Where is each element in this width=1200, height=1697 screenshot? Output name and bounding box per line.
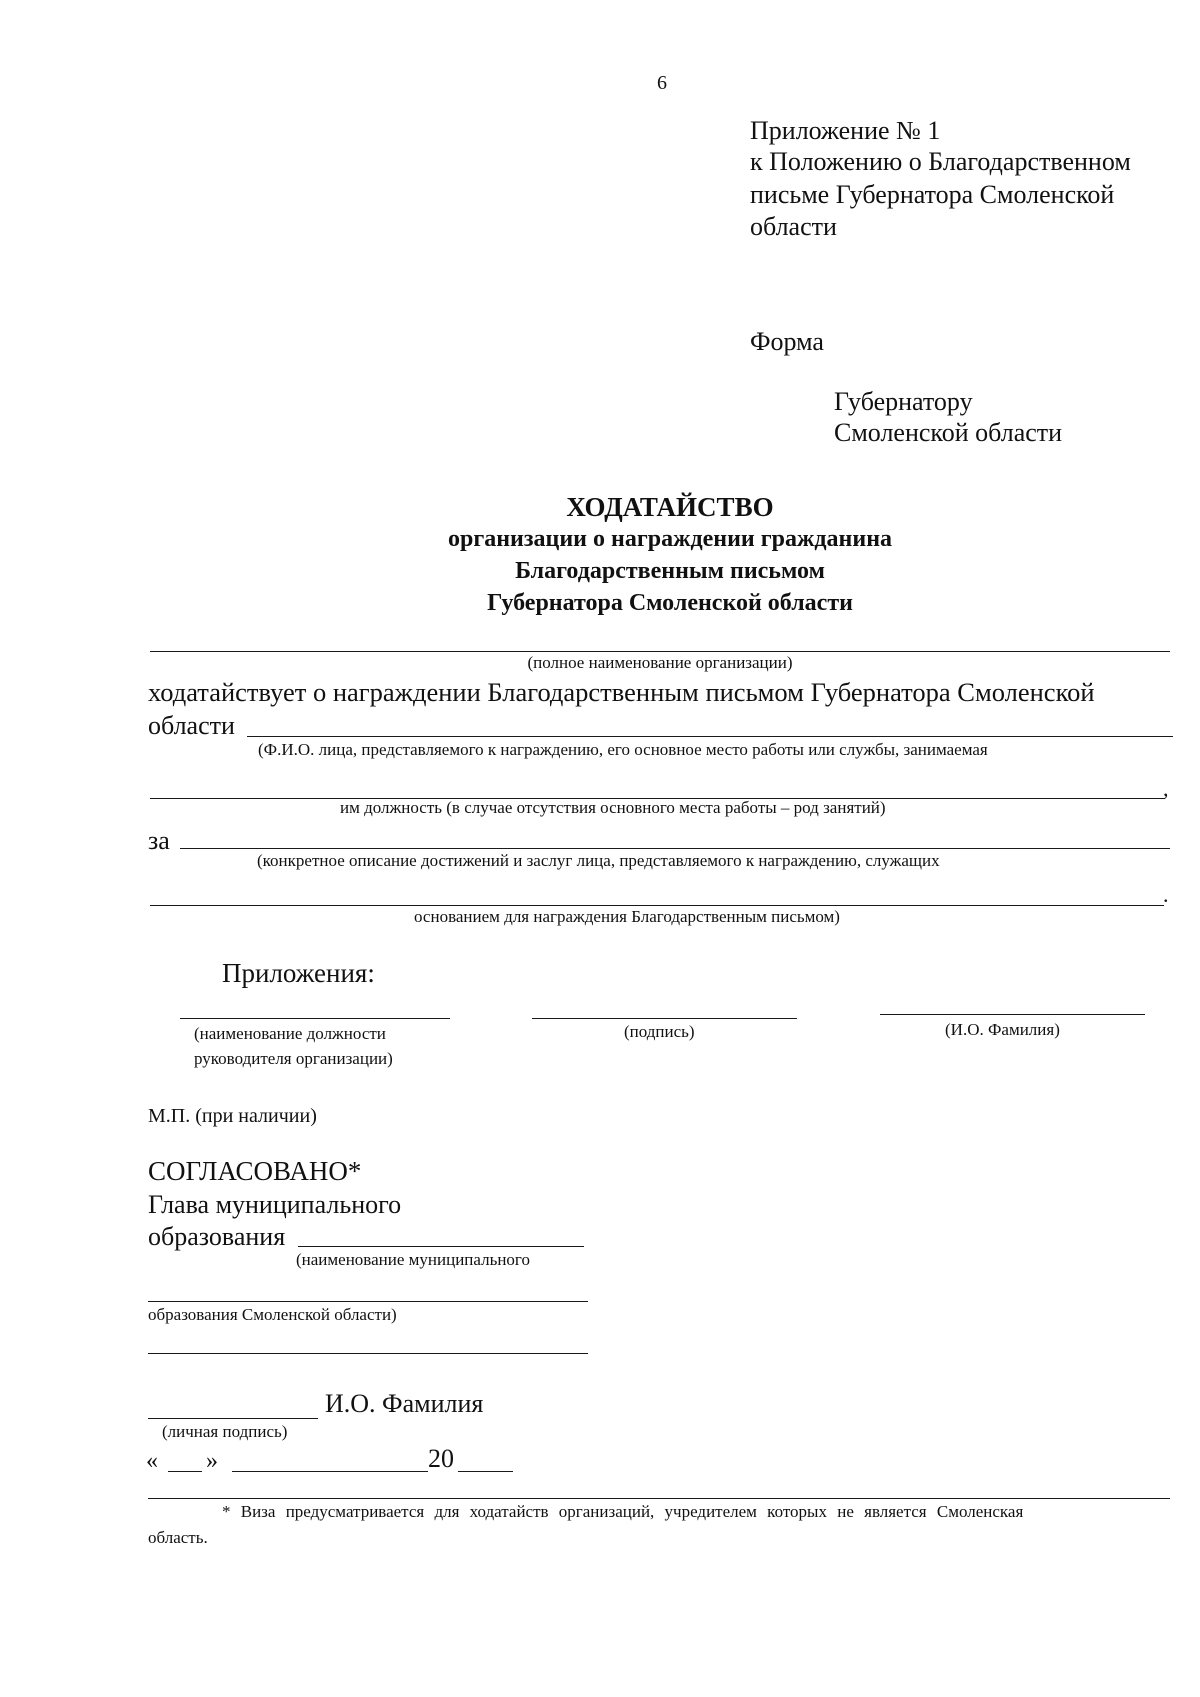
- appendix-line-3: письме Губернатора Смоленской: [750, 180, 1115, 209]
- appendix-line-2: к Положению о Благодарственном: [750, 147, 1131, 176]
- year-prefix: 20: [428, 1444, 454, 1473]
- footnote-separator: [148, 1498, 1170, 1499]
- title-line-2: организации о награждении гражданина: [447, 526, 893, 552]
- personal-signature-caption: (личная подпись): [162, 1422, 288, 1441]
- date-day-line: [168, 1471, 202, 1472]
- title-line-3: Благодарственным письмом: [515, 558, 825, 584]
- page-number: 6: [657, 72, 667, 94]
- signature-line: [532, 1018, 797, 1019]
- stamp-text: М.П. (при наличии): [148, 1105, 317, 1127]
- footnote-line-2: область.: [148, 1528, 208, 1547]
- za-word: за: [148, 826, 170, 855]
- extra-line: [148, 1353, 588, 1354]
- date-open-quote: «: [146, 1448, 158, 1474]
- merits-caption-1: (конкретное описание достижений и заслуг лица, представляемого к награждению, служащих: [257, 851, 940, 870]
- signature-caption: (подпись): [624, 1022, 695, 1041]
- attachments-label: Приложения:: [222, 958, 375, 988]
- agreed-line-1: Глава муниципального: [148, 1190, 402, 1219]
- person-line: [247, 736, 1173, 737]
- date-month-line: [232, 1471, 428, 1472]
- person-caption-1: (Ф.И.О. лица, представляемого к награждению, его основное место работы или службы, занимаемая: [258, 740, 988, 759]
- municipality-caption-2: образования Смоленской области): [148, 1305, 397, 1324]
- title-line-4: Губернатора Смоленской области: [487, 590, 853, 616]
- organization-caption: (полное наименование организации): [527, 653, 793, 672]
- name-line: [880, 1014, 1145, 1015]
- person-caption-2: им должность (в случае отсутствия основного места работы – род занятий): [340, 798, 886, 817]
- merits-caption-2: основанием для награждения Благодарственным письмом): [414, 907, 840, 926]
- addressee-line-2: Смоленской области: [834, 418, 1063, 447]
- period-mark: .: [1163, 882, 1169, 907]
- agreed-name: И.О. Фамилия: [325, 1389, 484, 1418]
- name-caption: (И.О. Фамилия): [945, 1020, 1060, 1039]
- date-close-quote: »: [206, 1448, 218, 1474]
- petition-text: ходатайствует о награждении Благодарственным письмом Губернатора Смоленской: [148, 677, 1095, 707]
- form-label: Форма: [750, 327, 824, 356]
- position-signature-line: [180, 1018, 450, 1019]
- region-word: области: [148, 711, 235, 740]
- comma-mark: ,: [1163, 776, 1169, 801]
- municipality-caption-1: (наименование муниципального: [296, 1250, 530, 1269]
- position-caption-2: руководителя организации): [194, 1049, 393, 1068]
- footnote-line-1: * Виза предусматривается для ходатайств организаций, учредителем которых не является Смоленская: [222, 1502, 1024, 1521]
- date-year-line: [458, 1471, 513, 1472]
- title-main: ХОДАТАЙСТВО: [566, 492, 774, 522]
- position-caption-1: (наименование должности: [194, 1024, 386, 1043]
- organization-name-line: [150, 651, 1170, 652]
- municipality-line: [298, 1246, 584, 1247]
- agreed-line-2: образования: [148, 1222, 286, 1251]
- merits-continuation-line: [150, 905, 1164, 906]
- addressee-line-1: Губернатору: [834, 387, 973, 416]
- personal-signature-line: [148, 1418, 318, 1419]
- agreed-title: СОГЛАСОВАНО*: [148, 1156, 362, 1186]
- appendix-line-1: Приложение № 1: [750, 116, 941, 145]
- municipality-continuation-line: [148, 1301, 588, 1302]
- merits-line: [180, 848, 1170, 849]
- appendix-line-4: области: [750, 212, 837, 241]
